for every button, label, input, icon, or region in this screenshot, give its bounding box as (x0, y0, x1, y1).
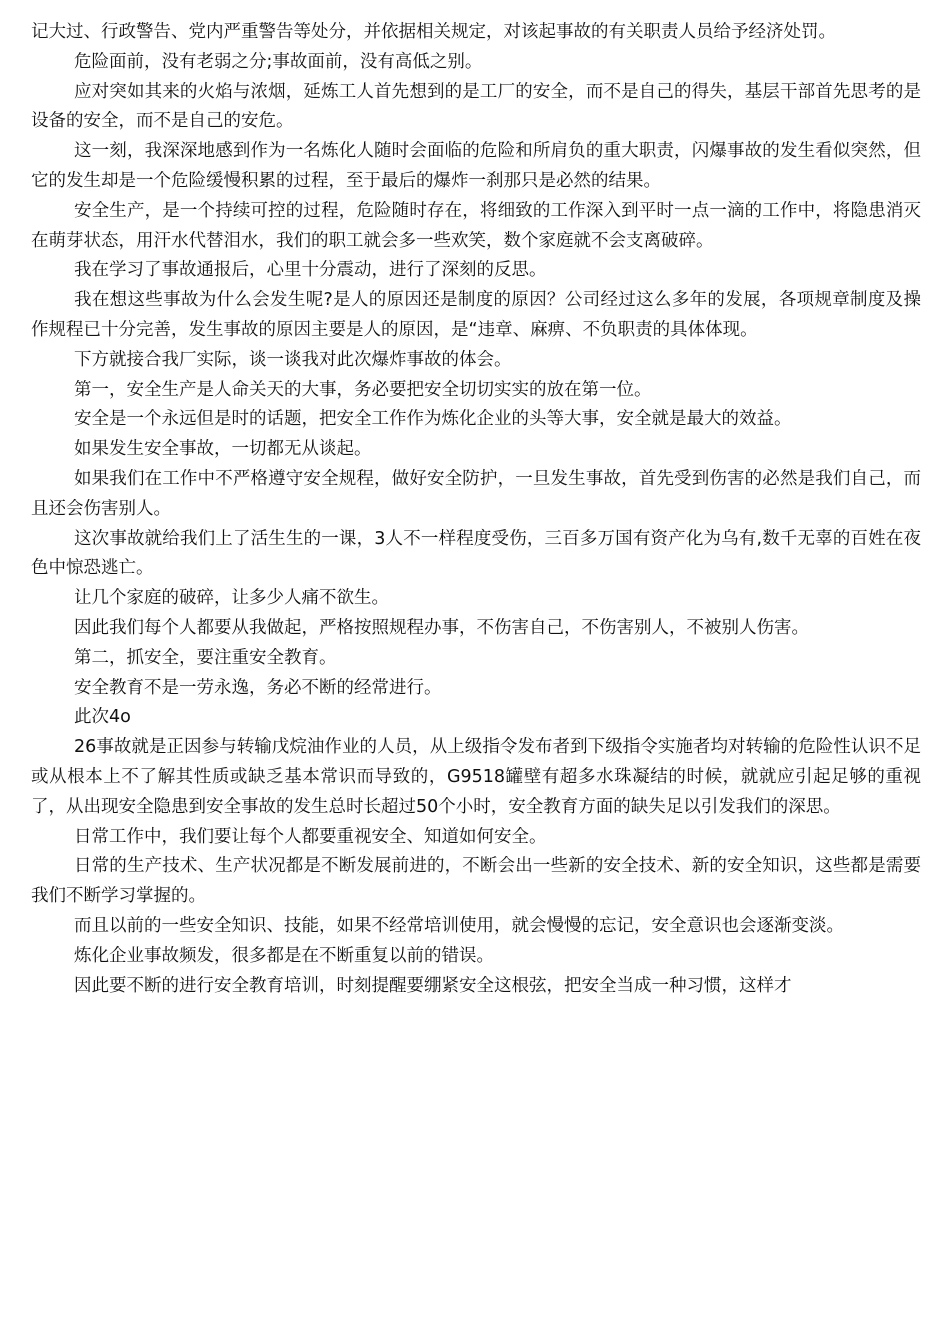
body-paragraph: 因此我们每个人都要从我做起，严格按照规程办事，不伤害自己，不伤害别人，不被别人伤害。 (74, 617, 809, 638)
body-paragraph: 下方就接合我厂实际，谈一谈我对此次爆炸事故的体会。 (74, 349, 512, 370)
body-paragraph: 如果发生安全事故，一切都无从谈起。 (74, 439, 372, 460)
body-paragraph: 危险面前，没有老弱之分;事故面前，没有高低之别。 (74, 51, 483, 72)
body-paragraph: 我在想这些事故为什么会发生呢?是人的原因还是制度的原因？公司经过这么多年的发展，各项规章制度及操作规程已十分完善，发生事故的原因主要是人的原因，是“违章、麻痹、不负职责的具体体现。 (31, 290, 921, 340)
body-paragraph: 第二，抓安全，要注重安全教育。 (74, 647, 337, 668)
body-paragraph: 我在学习了事故通报后，心里十分震动，进行了深刻的反思。 (74, 260, 547, 281)
body-paragraph: 让几个家庭的破碎，让多少人痛不欲生。 (74, 588, 389, 609)
body-paragraph: 安全教育不是一劳永逸，务必不断的经常进行。 (74, 677, 442, 698)
body-paragraph: 日常工作中，我们要让每个人都要重视安全、知道如何安全。 (74, 826, 547, 847)
document-page (31, 18, 921, 1001)
body-paragraph: 这次事故就给我们上了活生生的一课，3人不一样程度受伤，三百多万国有资产化为乌有,数千无辜的百姓在夜色中惊恐逃亡。 (31, 528, 921, 579)
body-paragraph: 第一，安全生产是人命关天的大事，务必要把安全切切实实的放在第一位。 (74, 379, 652, 400)
body-paragraph: 炼化企业事故频发，很多都是在不断重复以前的错误。 (74, 945, 494, 966)
body-paragraph: 而且以前的一些安全知识、技能，如果不经常培训使用，就会慢慢的忘记，安全意识也会逐渐变淡。 (74, 915, 844, 936)
body-paragraph: 记大过、行政警告、党内严重警告等处分，并依据相关规定，对该起事故的有关职责人员给予经济处罚。 (31, 22, 836, 42)
body-paragraph: 此次4o (74, 707, 131, 728)
body-paragraph: 如果我们在工作中不严格遵守安全规程，做好安全防护，一旦发生事故，首先受到伤害的必然是我们自己，而且还会伤害别人。 (31, 468, 921, 519)
body-paragraph: 因此要不断的进行安全教育培训，时刻提醒要绷紧安全这根弦，把安全当成一种习惯，这样才 (74, 975, 792, 996)
body-paragraph: 26事故就是正因参与转输戊烷油作业的人员，从上级指令发布者到下级指令实施者均对转输的危险性认识不足或从根本上不了解其性质或缺乏基本常识而导致的，G9518罐壁有超多水珠凝结的时候，就就应引起足够的重视了，从出现安全隐患到安全事故的发生总时长超过50个小时，安全教育方面的缺失足以引发我们的深思。 (31, 737, 921, 817)
body-paragraph: 安全生产，是一个持续可控的过程，危险随时存在，将细致的工作深入到平时一点一滴的工作中，将隐患消灭在萌芽状态，用汗水代替泪水，我们的职工就会多一些欢笑，数个家庭就不会支离破碎。 (31, 200, 921, 251)
body-paragraph: 日常的生产技术、生产状况都是不断发展前进的，不断会出一些新的安全技术、新的安全知识，这些都是需要我们不断学习掌握的。 (31, 856, 921, 907)
body-paragraph: 应对突如其来的火焰与浓烟，延炼工人首先想到的是工厂的安全，而不是自己的得失，基层干部首先思考的是设备的安全，而不是自己的安危。 (31, 81, 921, 132)
body-paragraph: 安全是一个永远但是时的话题，把安全工作作为炼化企业的头等大事，安全就是最大的效益。 (74, 409, 792, 430)
body-paragraph: 这一刻，我深深地感到作为一名炼化人随时会面临的危险和所肩负的重大职责，闪爆事故的发生看似突然，但它的发生却是一个危险缓慢积累的过程，至于最后的爆炸一刹那只是必然的结果。 (31, 141, 921, 191)
